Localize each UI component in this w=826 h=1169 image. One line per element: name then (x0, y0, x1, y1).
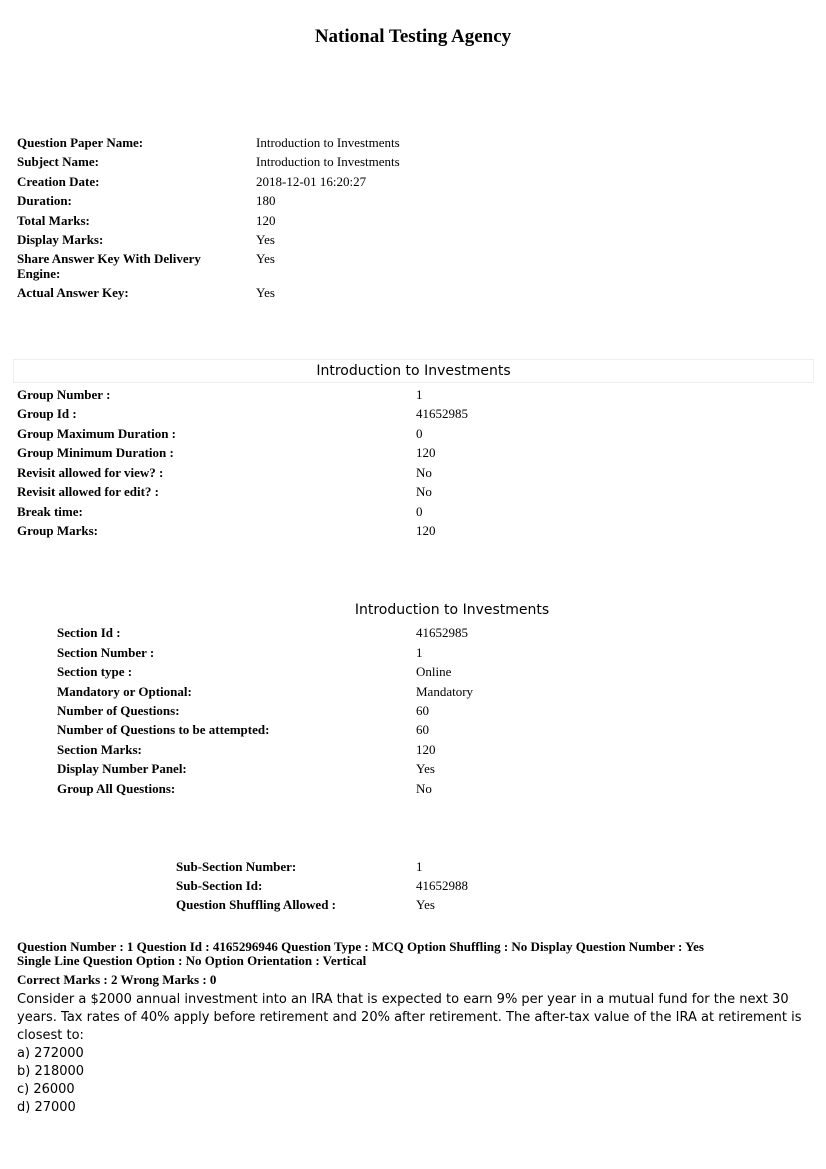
group-label: Group Marks: (17, 523, 99, 538)
meta-row-display-marks (17, 232, 617, 248)
group-label: Group Number : (17, 387, 111, 402)
meta-row-paper-name (17, 135, 617, 151)
group-label: Group Maximum Duration : (17, 426, 177, 441)
meta-label: Creation Date: (17, 174, 100, 189)
question-meta-line-2: Single Line Question Option : No Option Orientation : Vertical (17, 953, 367, 968)
group-heading: Introduction to Investments (13, 359, 814, 383)
section-row-group-all (57, 781, 757, 797)
meta-value: Introduction to Investments (256, 154, 400, 169)
group-row-revisit-edit (17, 484, 717, 500)
section-label: Section type : (57, 664, 133, 679)
group-value: 1 (416, 387, 423, 402)
subsection-row-id (176, 878, 676, 894)
meta-value: Yes (256, 251, 275, 266)
group-value: 120 (416, 445, 436, 460)
group-label: Revisit allowed for view? : (17, 465, 164, 480)
group-label: Group Id : (17, 406, 77, 421)
meta-label: Question Paper Name: (17, 135, 144, 150)
section-value: 120 (416, 742, 436, 757)
meta-row-creation-date (17, 174, 617, 190)
section-label: Number of Questions to be attempted: (57, 722, 270, 737)
section-label: Section Marks: (57, 742, 142, 757)
group-row-revisit-view (17, 465, 717, 481)
section-label: Section Id : (57, 625, 121, 640)
group-value: No (416, 465, 432, 480)
section-row-type (57, 664, 757, 680)
question-text: Consider a $2000 annual investment into an IRA that is expected to earn 9% per year in a mutual fund for the next 30 years. Tax rates of 40% apply before retirement and 20% after retirement. The after-tax value of the IRA at retirement is closest to: (17, 992, 802, 1043)
section-label: Group All Questions: (57, 781, 176, 796)
section-row-mandatory (57, 684, 757, 700)
meta-value: Yes (256, 232, 275, 247)
meta-value: Yes (256, 285, 275, 300)
subsection-label: Question Shuffling Allowed : (176, 897, 337, 912)
section-row-id (57, 625, 757, 641)
group-row-break-time (17, 504, 717, 520)
option-a: a) 272000 (17, 1046, 84, 1061)
section-value: 60 (416, 722, 429, 737)
group-row-id (17, 406, 717, 422)
meta-label: Share Answer Key With Delivery Engine: (17, 251, 201, 281)
group-label: Break time: (17, 504, 83, 519)
group-row-max-duration (17, 426, 717, 442)
meta-label: Display Marks: (17, 232, 104, 247)
group-value: No (416, 484, 432, 499)
meta-label: Subject Name: (17, 154, 99, 169)
section-row-marks (57, 742, 757, 758)
group-label: Revisit allowed for edit? : (17, 484, 160, 499)
group-row-min-duration (17, 445, 717, 461)
group-row-marks (17, 523, 717, 539)
subsection-label: Sub-Section Id: (176, 878, 263, 893)
group-value: 120 (416, 523, 436, 538)
option-d: d) 27000 (17, 1100, 76, 1115)
group-value: 0 (416, 504, 423, 519)
meta-row-duration (17, 193, 617, 209)
group-label: Group Minimum Duration : (17, 445, 174, 460)
meta-label: Total Marks: (17, 213, 90, 228)
subsection-row-shuffling (176, 897, 676, 913)
meta-value: 2018-12-01 16:20:27 (256, 174, 367, 189)
meta-label: Duration: (17, 193, 72, 208)
meta-row-subject-name (17, 154, 617, 170)
section-value: Mandatory (416, 684, 474, 699)
group-row-number (17, 387, 717, 403)
group-value: 41652985 (416, 406, 468, 421)
section-label: Display Number Panel: (57, 761, 187, 776)
question-marks-line: Correct Marks : 2 Wrong Marks : 0 (17, 972, 217, 987)
subsection-label: Sub-Section Number: (176, 859, 297, 874)
section-value: 41652985 (416, 625, 468, 640)
meta-value: 120 (256, 213, 276, 228)
page-title: National Testing Agency (314, 26, 512, 47)
meta-row-total-marks (17, 213, 617, 229)
subsection-row-number (176, 859, 676, 875)
section-value: Yes (416, 761, 435, 776)
option-c: c) 26000 (17, 1082, 75, 1097)
group-value: 0 (416, 426, 423, 441)
section-heading: Introduction to Investments (53, 598, 826, 622)
meta-row-actual-answer-key (17, 285, 617, 301)
subsection-value: Yes (416, 897, 435, 912)
section-value: 60 (416, 703, 429, 718)
section-label: Section Number : (57, 645, 155, 660)
section-value: No (416, 781, 432, 796)
section-label: Number of Questions: (57, 703, 180, 718)
section-label: Mandatory or Optional: (57, 684, 192, 699)
subsection-value: 41652988 (416, 878, 468, 893)
meta-value: 180 (256, 193, 276, 208)
meta-value: Introduction to Investments (256, 135, 400, 150)
meta-row-share-answer-key (17, 251, 617, 283)
question-meta-line-1: Question Number : 1 Question Id : 4165296946 Question Type : MCQ Option Shuffling : No Display Question Number : Yes (17, 939, 704, 954)
section-value: Online (416, 664, 452, 679)
section-row-number (57, 645, 757, 661)
section-value: 1 (416, 645, 423, 660)
subsection-value: 1 (416, 859, 423, 874)
section-row-num-questions (57, 703, 757, 719)
section-row-to-attempt (57, 722, 757, 738)
option-b: b) 218000 (17, 1064, 85, 1079)
section-row-number-panel (57, 761, 757, 777)
meta-label: Actual Answer Key: (17, 285, 129, 300)
